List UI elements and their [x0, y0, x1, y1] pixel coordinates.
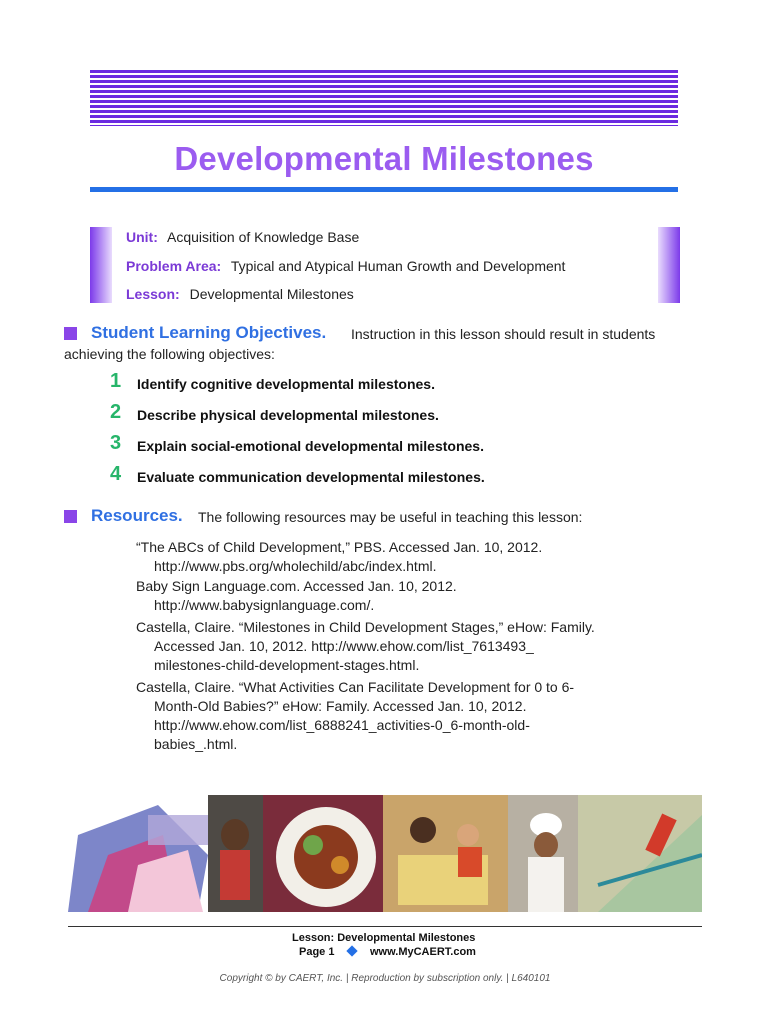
reference-line: Month-Old Babies?” eHow: Family. Accessed Jan. 10, 2012. [154, 698, 527, 714]
objectives-heading: Student Learning Objectives. [91, 323, 327, 342]
objective-number: 3 [110, 432, 122, 454]
right-accent-bar [658, 227, 680, 303]
objective-text: Explain social-emotional developmental milestones. [137, 438, 484, 454]
resources-intro: The following resources may be useful in teaching this lesson: [198, 509, 583, 525]
diamond-icon [346, 945, 357, 956]
footer-site: www.MyCAERT.com [370, 946, 476, 958]
unit-label: Unit: [126, 229, 158, 245]
objective-text: Describe physical developmental milestones. [137, 407, 439, 423]
objective-number: 2 [110, 401, 122, 423]
reference-item [136, 538, 616, 576]
lesson-line [126, 286, 354, 302]
objective-text: Evaluate communication developmental milestones. [137, 469, 485, 485]
reference-item [136, 618, 616, 675]
reference-item [136, 678, 616, 754]
reference-url: http://www.pbs.org/wholechild/abc/index.html. [154, 558, 437, 574]
header-stripes [90, 70, 678, 126]
objective-text: Identify cognitive developmental milestones. [137, 376, 435, 392]
copyright-notice: Copyright © by CAERT, Inc. | Reproduction by subscription only. | L640101 [219, 973, 551, 984]
resources-heading: Resources. [91, 506, 183, 525]
footer-page: Page 1 [299, 946, 335, 958]
left-accent-bar [90, 227, 112, 303]
lesson-value: Developmental Milestones [189, 286, 354, 302]
reference-line: “The ABCs of Child Development,” PBS. Accessed Jan. 10, 2012. [136, 539, 543, 555]
objectives-intro: Instruction in this lesson should result in students [351, 326, 656, 342]
objectives-bullet-icon [64, 327, 77, 340]
title-rule [90, 187, 678, 192]
footer-rule [68, 926, 702, 927]
objective-number: 1 [110, 370, 122, 392]
problem-area-value: Typical and Atypical Human Growth and Development [230, 258, 566, 274]
lesson-label: Lesson: [126, 286, 180, 302]
unit-line [126, 229, 359, 245]
photo-collage-image [68, 795, 702, 912]
reference-url: http://www.ehow.com/list_6888241_activities-0_6-month-old- [154, 717, 530, 733]
reference-url: milestones-child-development-stages.html. [154, 657, 420, 673]
reference-line: Castella, Claire. “Milestones in Child Development Stages,” eHow: Family. [136, 619, 595, 635]
objective-number: 4 [110, 463, 122, 485]
reference-line: Castella, Claire. “What Activities Can Facilitate Development for 0 to 6- [136, 679, 575, 695]
reference-url: http://www.babysignlanguage.com/. [154, 597, 375, 613]
reference-url: babies_.html. [154, 736, 238, 752]
resources-bullet-icon [64, 510, 77, 523]
problem-area-line [126, 258, 565, 274]
page-title: Developmental Milestones [174, 140, 594, 177]
reference-line: Baby Sign Language.com. Accessed Jan. 10, 2012. [136, 578, 457, 594]
problem-area-label: Problem Area: [126, 258, 222, 274]
reference-line: Accessed Jan. 10, 2012. http://www.ehow.com/list_7613493_ [154, 638, 534, 654]
objectives-intro-cont: achieving the following objectives: [64, 346, 275, 362]
unit-value: Acquisition of Knowledge Base [167, 229, 360, 245]
footer-lesson: Lesson: Developmental Milestones [292, 932, 476, 944]
reference-item [136, 577, 616, 615]
